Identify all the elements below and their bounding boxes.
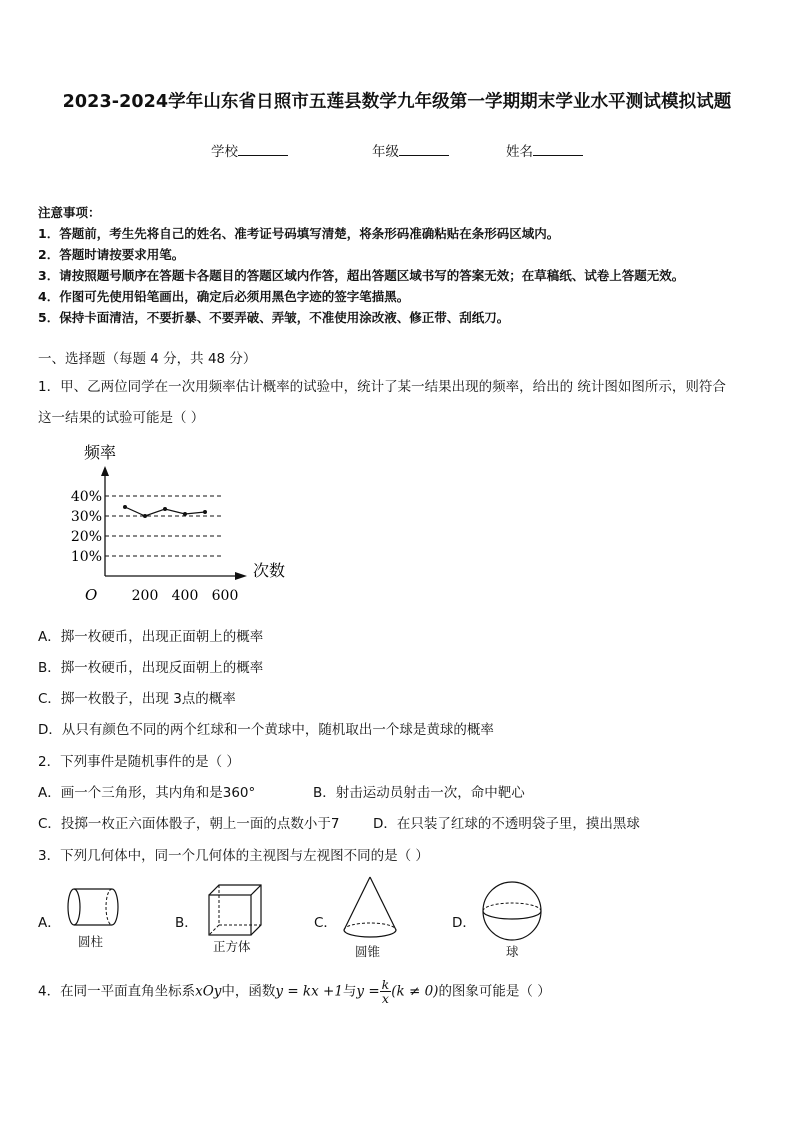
- data-point: [143, 514, 147, 518]
- y-tick-label: 20%: [70, 529, 102, 545]
- school-label: 学校: [211, 144, 238, 160]
- q2-option-a: A．画一个三角形，其内角和是360°: [38, 785, 256, 801]
- x-axis-arrow: [235, 572, 247, 580]
- q3-option-a-letter: A．: [38, 915, 61, 931]
- data-point: [183, 512, 187, 516]
- name-field: [506, 140, 583, 160]
- note-item: 5．保持卡面清洁，不要折暴、不要弄破、弄皱，不准使用涂改液、修正带、刮纸刀。: [38, 310, 510, 325]
- q3-option-c-label: 圆锥: [355, 944, 381, 959]
- chart-ylabel: 频率: [84, 443, 117, 462]
- question-4-stem: [38, 978, 551, 1005]
- q1-option-c: C．掷一枚骰子，出现 3点的概率: [38, 691, 236, 707]
- chart-xlabel: 次数: [253, 561, 286, 580]
- question-1-line2: 这一结果的试验可能是（ ）: [38, 410, 205, 426]
- data-point: [203, 510, 207, 514]
- q1-option-b: B．掷一枚硬币，出现反面朝上的概率: [38, 660, 264, 676]
- x-tick-label: 200: [131, 588, 159, 604]
- question-3-stem: 3．下列几何体中，同一个几何体的主视图与左视图不同的是（ ）: [38, 848, 429, 864]
- y-axis-arrow: [101, 466, 109, 476]
- q4-fraction: [380, 978, 392, 1005]
- school-field: [211, 140, 288, 160]
- x-tick-label: 600: [211, 588, 239, 604]
- q2-option-b: B．射击运动员射击一次，命中靶心: [313, 785, 525, 801]
- grade-blank: [399, 141, 449, 156]
- x-tick-label: 400: [171, 588, 199, 604]
- question-1-line1: 1．甲、乙两位同学在一次用频率估计概率的试验中，统计了某一结果出现的频率，给出的 统计图如图所示，则符合: [38, 379, 726, 395]
- school-blank: [238, 141, 288, 156]
- note-item: 3．请按照题号顺序在答题卡各题目的答题区域内作答，超出答题区域书写的答案无效；在草稿纸、试卷上答题无效。: [38, 268, 685, 283]
- note-item: 4．作图可先使用铅笔画出，确定后必须用黑色字迹的签字笔描黑。: [38, 289, 410, 304]
- q3-option-d-label: 球: [506, 944, 519, 959]
- q4-suffix: 的图象可能是（ ）: [438, 983, 551, 1000]
- q4-linear-function: y = kx +1: [275, 983, 343, 1000]
- name-label: 姓名: [506, 144, 533, 160]
- q3-option-a-label: 圆柱: [78, 934, 104, 949]
- name-blank: [533, 141, 583, 156]
- y-tick-label: 30%: [70, 509, 102, 525]
- q2-option-c: C．投掷一枚正六面体骰子，朝上一面的点数小于7: [38, 816, 340, 832]
- sphere-icon: [480, 880, 544, 942]
- data-point: [163, 507, 167, 511]
- q1-option-d: D．从只有颜色不同的两个红球和一个黄球中，随机取出一个球是黄球的概率: [38, 722, 494, 738]
- section-title: 一、选择题（每题 4 分，共 48 分）: [38, 351, 257, 367]
- grade-field: [372, 140, 449, 160]
- chart-x-ticks: [132, 588, 239, 604]
- page-title: 2023-2024学年山东省日照市五莲县数学九年级第一学期期末学业水平测试模拟试题: [62, 92, 732, 112]
- chart-origin-label: O: [85, 586, 98, 604]
- notes-heading: 注意事项：: [38, 205, 101, 220]
- q4-prefix: 4．在同一平面直角坐标系: [38, 983, 196, 1000]
- q3-option-c-letter: C．: [314, 915, 337, 931]
- note-item: 2．答题时请按要求用笔。: [38, 247, 185, 262]
- q4-join: 与: [342, 983, 357, 1000]
- q4-coord-system: xOy: [195, 983, 222, 1000]
- cylinder-icon: [66, 883, 122, 931]
- chart-grid: [105, 496, 223, 556]
- frequency-chart: [55, 438, 305, 608]
- q4-middle: 中，函数: [221, 983, 276, 1000]
- q1-option-a: A．掷一枚硬币，出现正面朝上的概率: [38, 629, 264, 645]
- y-tick-label: 40%: [70, 489, 102, 505]
- q3-option-b-label: 正方体: [213, 939, 251, 954]
- q4-fraction-denominator: x: [381, 991, 389, 1006]
- data-point: [123, 505, 127, 509]
- grade-label: 年级: [372, 144, 399, 160]
- question-2-stem: 2．下列事件是随机事件的是（ ）: [38, 754, 240, 770]
- note-item: 1．答题前，考生先将自己的姓名、准考证号码填写清楚，将条形码准确粘贴在条形码区域内。: [38, 226, 560, 241]
- q4-condition: (k ≠ 0): [391, 983, 439, 1000]
- cube-icon: [205, 883, 265, 937]
- q4-inverse-function-lhs: y =: [356, 983, 380, 1000]
- chart-axes: [101, 466, 247, 580]
- q3-option-d-letter: D．: [452, 915, 476, 931]
- cone-icon: [339, 874, 401, 942]
- q3-option-b-letter: B．: [175, 915, 198, 931]
- q2-option-d: D．在只装了红球的不透明袋子里，摸出黑球: [373, 816, 640, 832]
- y-tick-label: 10%: [70, 549, 102, 565]
- q4-fraction-numerator: k: [381, 977, 390, 992]
- chart-y-ticks: [71, 489, 102, 565]
